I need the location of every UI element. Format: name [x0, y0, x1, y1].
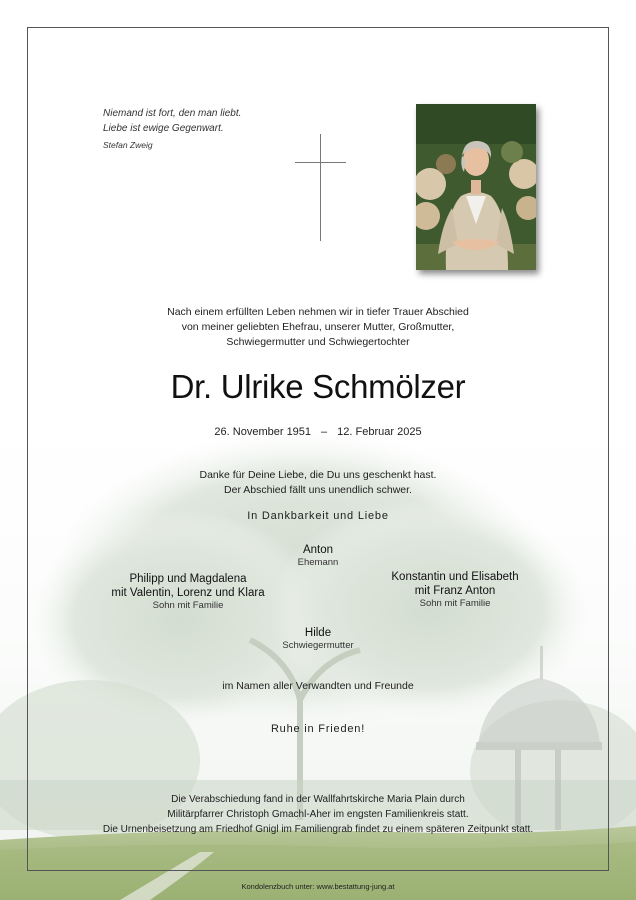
mourner-son-2 — [350, 570, 560, 610]
mourner-role: Sohn mit Familie — [152, 600, 224, 611]
thanks-line-2: Der Abschied fällt uns unendlich schwer. — [224, 484, 412, 496]
mourner-family: mit Valentin, Lorenz und Klara — [111, 587, 265, 599]
death-date: 12. Februar 2025 — [337, 426, 422, 438]
announcement-text — [0, 305, 636, 350]
cross-icon — [320, 134, 321, 241]
mourner-name: Anton — [302, 544, 334, 556]
farewell-line-2: Militärpfarrer Christoph Gmachl-Aher im engsten Familienkreis statt. — [167, 809, 469, 820]
mourner-son-1 — [78, 572, 298, 612]
mourner-husband — [218, 543, 418, 569]
memorial-quote — [103, 106, 241, 153]
on-behalf-line: im Namen aller Verwandten und Freunde — [222, 680, 414, 692]
mourner-role: Ehemann — [297, 557, 339, 568]
mourner-mother-in-law — [218, 626, 418, 652]
mourner-role: Schwiegermutter — [282, 640, 354, 651]
mourner-name: Hilde — [304, 627, 332, 639]
birth-date: 26. November 1951 — [214, 426, 312, 438]
farewell-details — [0, 792, 636, 837]
quote-line-2: Liebe ist ewige Gegenwart. — [103, 123, 224, 134]
gratitude-line: In Dankbarkeit und Liebe — [247, 510, 389, 522]
mourner-role: Sohn mit Familie — [419, 598, 491, 609]
farewell-line-1: Die Verabschiedung fand in der Wallfahrtskirche Maria Plain durch — [171, 794, 465, 805]
farewell-line-3: Die Urnenbeisetzung am Friedhof Gnigl im Familiengrab findet zu einem späteren Zeitpunkt statt. — [102, 824, 534, 835]
thanks-text — [0, 468, 636, 498]
deceased-name: Dr. Ulrike Schmölzer — [170, 368, 466, 405]
mourner-name: Konstantin und Elisabeth — [391, 571, 519, 583]
announcement-line-1: Nach einem erfüllten Leben nehmen wir in tiefer Trauer Abschied — [167, 306, 469, 318]
date-separator: – — [321, 426, 328, 438]
announcement-line-2: von meiner geliebten Ehefrau, unserer Mutter, Großmutter, — [181, 321, 455, 333]
quote-line-1: Niemand ist fort, den man liebt. — [103, 108, 242, 119]
portrait-photo — [416, 104, 536, 270]
life-dates — [0, 426, 636, 438]
thanks-line-1: Danke für Deine Liebe, die Du uns geschenkt hast. — [199, 469, 437, 481]
announcement-line-3: Schwiegermutter und Schwiegertochter — [226, 336, 410, 348]
mourner-name: Philipp und Magdalena — [129, 573, 247, 585]
mourner-family: mit Franz Anton — [414, 585, 496, 597]
condolence-book-link[interactable]: Kondolenzbuch unter: www.bestattung-jung.at — [241, 882, 395, 891]
cross-icon-bar — [295, 162, 346, 163]
quote-author: Stefan Zweig — [103, 140, 153, 150]
rest-in-peace: Ruhe in Frieden! — [270, 723, 366, 735]
